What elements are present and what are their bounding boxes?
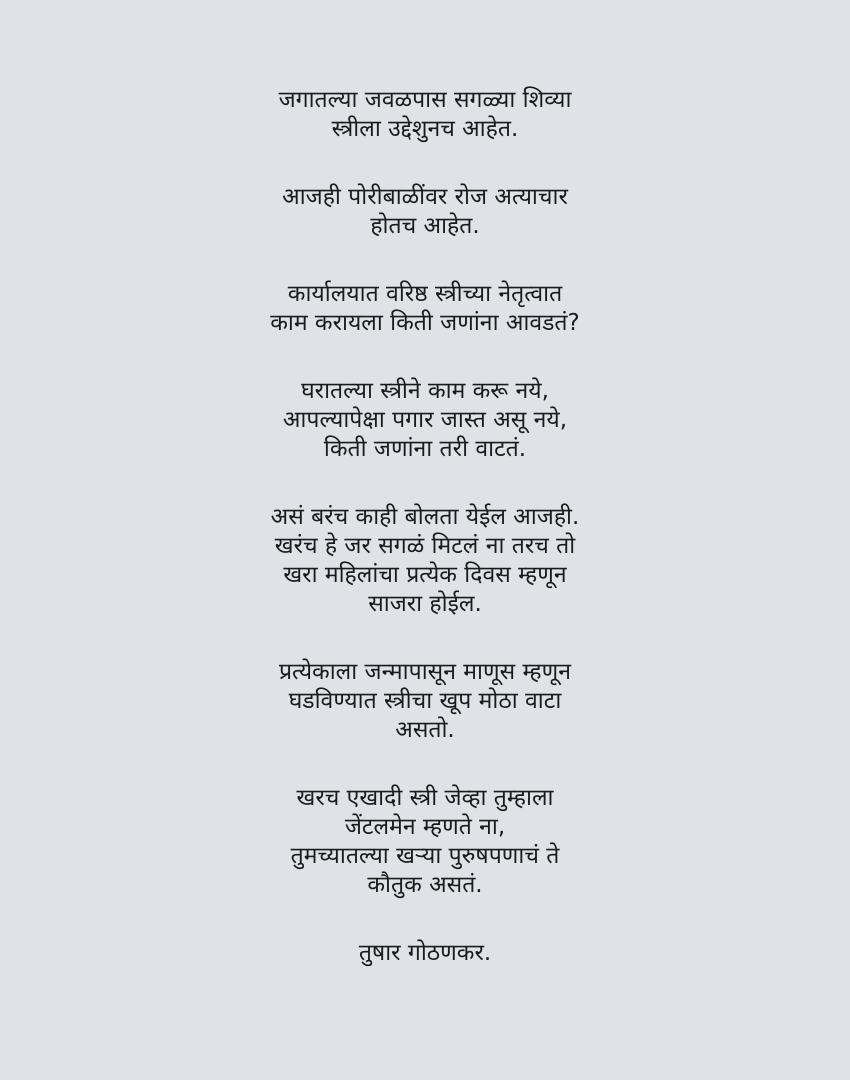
poem-line: कौतुक असतं. bbox=[367, 872, 483, 898]
poem-line: घरातल्या स्त्रीने काम करू नये, bbox=[301, 378, 549, 404]
poem-line: स्त्रीला उद्देशुनच आहेत. bbox=[331, 116, 519, 142]
poem-line: खरच एखादी स्त्री जेव्हा तुम्हाला bbox=[296, 785, 554, 811]
poem-line: काम करायला किती जणांना आवडतं? bbox=[270, 310, 580, 336]
poem-line: कार्यालयात वरिष्ठ स्त्रीच्या नेतृत्वात bbox=[287, 281, 563, 307]
poem-line: प्रत्येकाला जन्मापासून माणूस म्हणून bbox=[278, 659, 572, 685]
author-signature: तुषार गोठणकर. bbox=[358, 940, 492, 966]
poem-line: आजही पोरीबाळींवर रोज अत्याचार bbox=[282, 184, 568, 210]
poem-line: जेंटलमेन म्हणते ना, bbox=[344, 814, 506, 840]
poem-line: आपल्यापेक्षा पगार जास्त असू नये, bbox=[282, 407, 568, 433]
stanza-3 bbox=[145, 280, 705, 338]
poem-line: होतच आहेत. bbox=[370, 213, 480, 239]
poem-line: खरंच हे जर सगळं मिटलं ना तरच तो bbox=[274, 533, 576, 559]
stanza-5 bbox=[145, 503, 705, 619]
poem-line: जगातल्या जवळपास सगळ्या शिव्या bbox=[278, 87, 572, 113]
stanza-7 bbox=[145, 784, 705, 900]
stanza-2 bbox=[145, 183, 705, 241]
poem-line: असं बरंच काही बोलता येईल आजही. bbox=[270, 504, 580, 530]
poem-line: साजरा होईल. bbox=[368, 591, 482, 617]
poem-line: असतो. bbox=[395, 717, 455, 743]
stanza-1 bbox=[145, 86, 705, 144]
stanza-6 bbox=[145, 658, 705, 745]
poem-line: खरा महिलांचा प्रत्येक दिवस म्हणून bbox=[283, 562, 567, 588]
stanza-4 bbox=[145, 377, 705, 464]
poem-line: किती जणांना तरी वाटतं. bbox=[323, 436, 527, 462]
poem-line: घडविण्यात स्त्रीचा खूप मोठा वाटा bbox=[288, 688, 562, 714]
poem-line: तुमच्यातल्या खऱ्या पुरुषपणाचं ते bbox=[290, 843, 560, 869]
poem bbox=[145, 86, 705, 968]
